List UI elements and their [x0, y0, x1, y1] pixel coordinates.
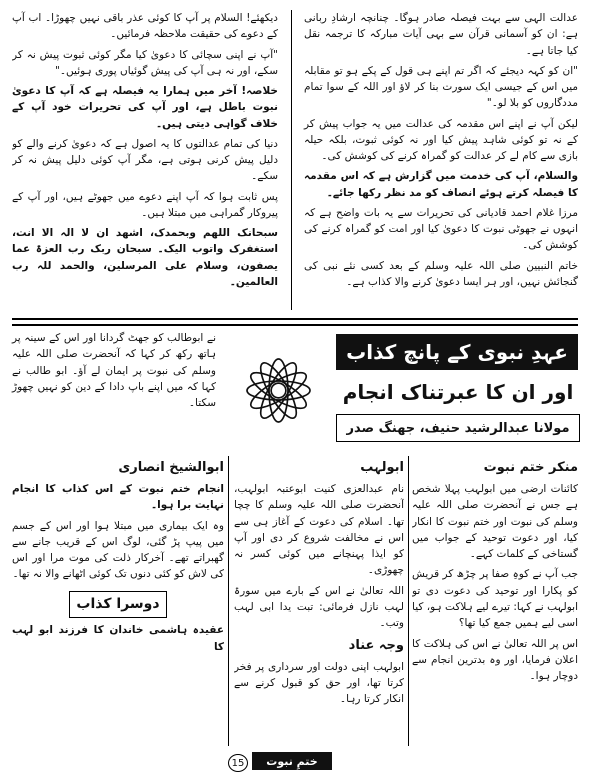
paragraph: وہ ایک بیماری میں مبتلا ہوا اور اس کے جسم میں پیپ پڑ گئی، لوگ اس کے قریب جانے سے گھبراتے تھے۔ آخرکار ذلت کی موت مرا اور اس کی لاش کو کئی دنوں تک کوئی اٹھانے والا نہ تھا۔	[12, 519, 224, 581]
top-article	[12, 10, 578, 310]
left-intro-column	[12, 330, 216, 458]
section-divider	[12, 318, 578, 320]
paragraph: والسلام، آپ کی خدمت میں گزارش ہے کہ اس مقدمہ کا فیصلہ کرتے ہوئے انصاف کو مد نظر رکھا جائے۔	[304, 170, 578, 199]
section-heading: وجہ عناد	[348, 637, 404, 653]
section-heading: ابولہب	[360, 460, 404, 475]
top-left-column	[12, 10, 284, 310]
page-number: 15	[228, 754, 248, 772]
article-banner	[226, 330, 578, 450]
section-heading: ابوالشیخ انصاری	[118, 460, 224, 475]
article-author: مولانا عبدالرشید حنیف، جھنگ صدر	[336, 414, 580, 442]
quote: "ان کو کہہ دیجئے کہ اگر تم اپنے ہی قول کے پکے ہو تو مقابلہ میں اس کے جیسی ایک سورت بنا کر لاؤ اور اللہ کے سوا تمام مددگاروں کو بلا لو۔"	[304, 64, 578, 110]
column-divider	[291, 10, 292, 310]
section-heading: منکر ختم نبوت	[483, 460, 578, 475]
column-divider	[408, 456, 409, 746]
paragraph: خاتم النبیین صلی اللہ علیہ وسلم کے بعد کسی نئے نبی کی گنجائش نہیں، اور ہر ایسا دعویٰ کرنے والا کذاب ہے۔	[304, 259, 578, 288]
paragraph: دنیا کی تمام عدالتوں کا یہ اصول ہے کہ دعویٰ کرنے والے کو دلیل پیش کرنی ہوتی ہے، مگر آپ کوئی دلیل پیش نہ کر سکے۔	[12, 137, 278, 183]
column-divider	[228, 456, 229, 746]
top-right-column	[298, 10, 578, 310]
paragraph: عقیدہ ہاشمی خاندان کا فرزند ابو لہب کا	[12, 624, 224, 653]
lower-left-column	[12, 456, 224, 746]
lower-right-column	[412, 456, 578, 746]
lower-article	[12, 456, 578, 746]
starburst-icon	[226, 338, 331, 443]
magazine-title: ختمِ نبوت	[252, 752, 332, 770]
paragraph: انجام ختم نبوت کے اس کذاب کا انجام نہایت برا ہوا۔	[12, 483, 224, 512]
paragraph: خلاصہ! آخر میں ہمارا یہ فیصلہ ہے کہ آپ کا دعویٰ نبوت باطل ہے، اور آپ کی تحریرات خود آپ کے خلاف گواہی دیتی ہیں۔	[12, 85, 278, 130]
paragraph: نے ابوطالب کو جھٹ گردانا اور اس کے سینہ پر ہاتھ رکھ کر کہا کہ آنحضرت صلی اللہ علیہ وسلم کی نبوت پر ایمان لے آؤ۔ ابو طالب نے کہا کہ میں اپنے باپ دادا کے دین کو نہیں چھوڑ سکتا۔	[12, 332, 216, 410]
second-liar-heading: دوسرا کذاب	[69, 591, 166, 619]
page-footer	[0, 752, 590, 771]
section-divider	[12, 324, 578, 326]
box-wrapper	[12, 591, 224, 619]
article-title: عہدِ نبوی کے پانچ کذاب	[336, 334, 578, 370]
lower-middle-column	[234, 456, 404, 746]
paragraph: ابولہب اپنی دولت اور سرداری پر فخر کرتا تھا، اور حق کو قبول کرنے سے انکار کرتا رہا۔	[234, 660, 404, 706]
paragraph: پس ثابت ہوا کہ آپ اپنے دعوے میں جھوٹے ہیں، اور آپ کے پیروکار گمراہی میں مبتلا ہیں۔	[12, 190, 278, 219]
paragraph: دیکھئے! السلام پر آپ کا کوئی عذر باقی نہیں چھوڑا۔ اب آپ کے دعوے کی حقیقت ملاحظہ فرمائیں۔	[12, 12, 278, 41]
paragraph: کائنات ارضی میں ابولہب پہلا شخص ہے جس نے آنحضرت صلی اللہ علیہ وسلم کی نبوت اور ختم نبوت کا انکار کیا، اور دعوت توحید کے جواب میں گستاخی کے کلمات کہے۔	[412, 483, 578, 561]
paragraph: اللہ تعالیٰ نے اس کے بارے میں سورۃ لہب نازل فرمائی: تبت یدا ابی لہب وتب۔	[234, 584, 404, 630]
paragraph: جب آپ نے کوہِ صفا پر چڑھ کر قریش کو پکارا اور توحید کی دعوت دی تو ابولہب نے کہا: تیرے لیے ہلاکت ہو، کیا اسی لیے ہمیں جمع کیا تھا؟	[412, 568, 578, 630]
paragraph: مرزا غلام احمد قادیانی کی تحریرات سے یہ بات واضح ہے کہ انہوں نے جھوٹی نبوت کا دعویٰ کیا اور امت کو گمراہ کرنے کی کوشش کی۔	[304, 206, 578, 252]
paragraph: نام عبدالعزی کنیت ابوعتبہ ابولہب، آنحضرت صلی اللہ علیہ وسلم کا چچا تھا۔ اسلام کی دعوت کے آغاز ہی سے اس نے مخالفت شروع کر دی اور آپ کو ایذا پہنچانے میں کوئی کسر نہ چھوڑی۔	[234, 483, 404, 577]
paragraph: اس پر اللہ تعالیٰ نے اس کی ہلاکت کا اعلان فرمایا، اور وہ بدترین انجام سے دوچار ہوا۔	[412, 637, 578, 683]
article-subtitle: اور ان کا عبرتناک انجام	[342, 380, 574, 404]
paragraph: "آپ نے اپنی سچائی کا دعویٰ کیا مگر کوئی ثبوت پیش نہ کر سکے، اور نہ ہی آپ کی پیش گوئیاں پوری ہوئیں۔"	[12, 48, 278, 77]
closing-dua: سبحانک اللھم وبحمدک، اشھد ان لا الہ الا انت، استغفرک واتوب الیک۔ سبحان ربک رب العزۃ عما یصفون، وسلام علی المرسلین، والحمد للہ رب العالمین۔	[12, 227, 278, 288]
paragraph: عدالت الہی سے بہت فیصلہ صادر ہوگا۔ چنانچہ ارشادِ ربانی ہے: ان کو آسمانی قرآن سے بہی آیات مبارکہ کا ترجمہ نقل کیا جاتا ہے۔	[304, 12, 578, 57]
paragraph: لیکن آپ نے اپنے اس مقدمہ کی عدالت میں یہ جواب پیش کر کے نہ تو کوئی شاہد پیش کیا اور نہ کوئی ثبوت، بلکہ حیلہ بازی سے کام لے کر عدالت کو گمراہ کرنے کی کوشش کی۔	[304, 117, 578, 163]
